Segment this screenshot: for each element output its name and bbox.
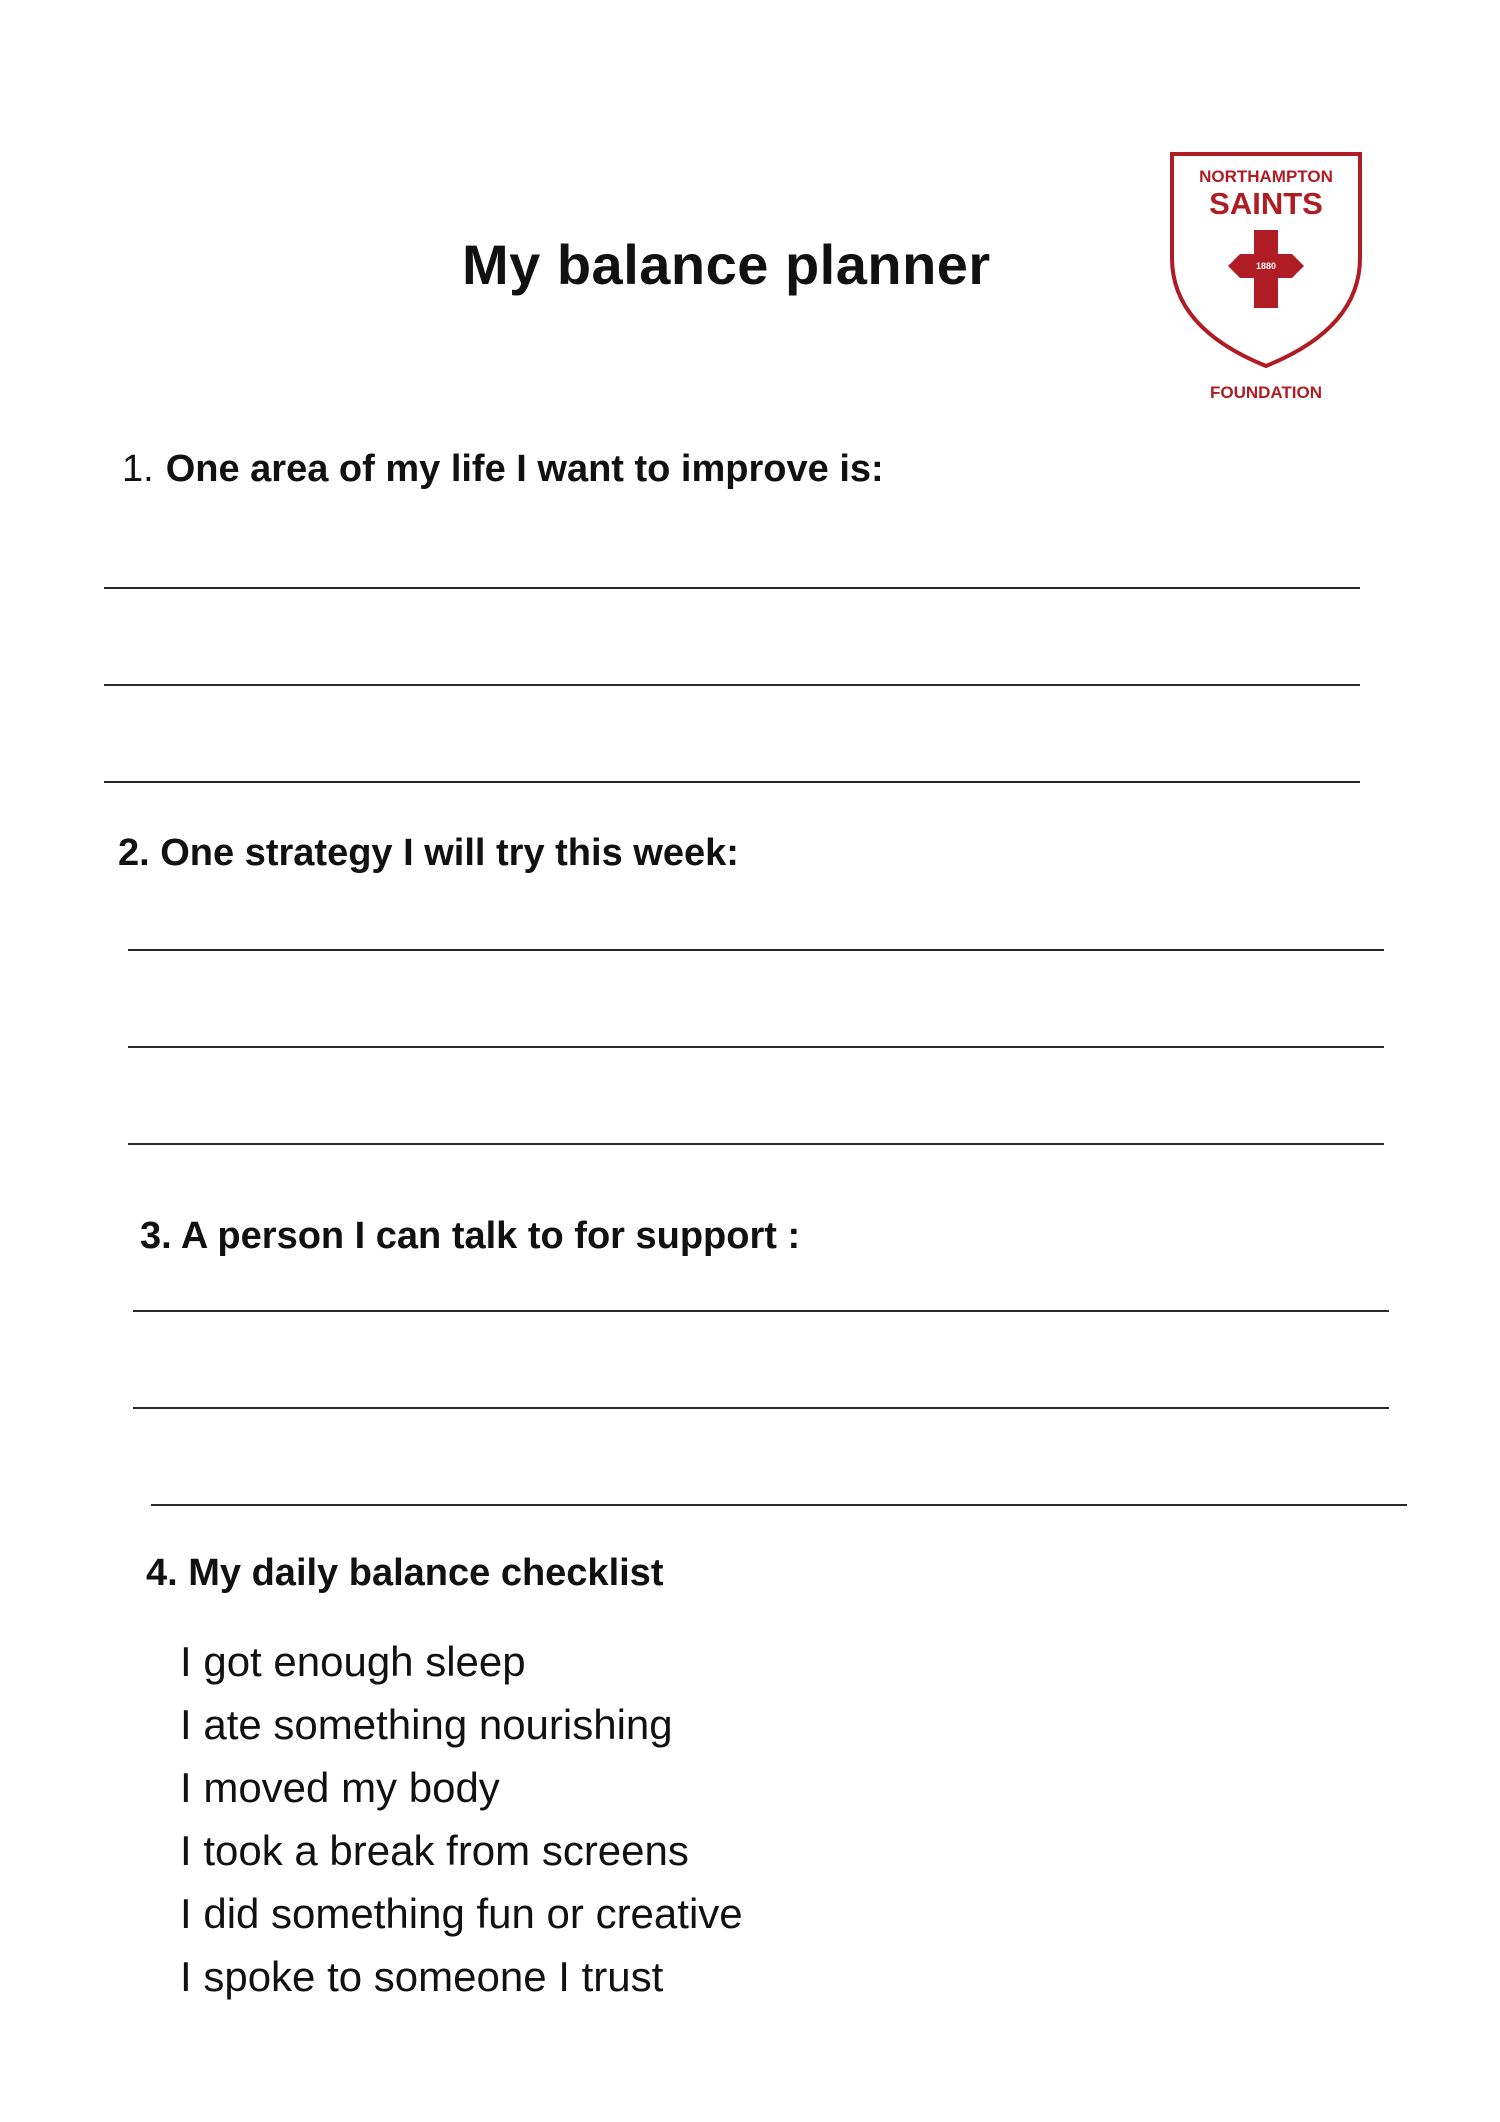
- checklist-item: I did something fun or creative: [180, 1890, 743, 1937]
- logo-top-text: NORTHAMPTON: [1199, 167, 1333, 186]
- answer-line[interactable]: [133, 1310, 1389, 1312]
- checklist-item: I took a break from screens: [180, 1827, 689, 1874]
- section-1-text: One area of my life I want to improve is:: [165, 448, 884, 490]
- logo-year: 1880: [1255, 261, 1277, 271]
- checklist-item: I moved my body: [180, 1764, 500, 1811]
- daily-balance-checklist: [180, 1630, 743, 2008]
- answer-line[interactable]: [128, 1143, 1384, 1145]
- answer-line[interactable]: [151, 1504, 1407, 1506]
- answer-line[interactable]: [128, 949, 1384, 951]
- northampton-saints-foundation-logo: [1168, 148, 1364, 410]
- answer-line[interactable]: [104, 587, 1360, 589]
- answer-line[interactable]: [133, 1407, 1389, 1409]
- page-title: My balance planner: [462, 233, 991, 296]
- answer-line[interactable]: [128, 1046, 1384, 1048]
- section-1-number: 1.: [122, 448, 154, 490]
- answer-line[interactable]: [104, 781, 1360, 783]
- section-3-heading: 3. A person I can talk to for support :: [140, 1215, 801, 1257]
- checklist-item: I got enough sleep: [180, 1638, 526, 1685]
- section-2-heading: 2. One strategy I will try this week:: [118, 832, 739, 874]
- section-1-heading: [122, 448, 884, 491]
- checklist-item: I spoke to someone I trust: [180, 1953, 664, 2000]
- logo-main-text: SAINTS: [1209, 186, 1323, 221]
- checklist-item: I ate something nourishing: [180, 1701, 673, 1748]
- answer-line[interactable]: [104, 684, 1360, 686]
- logo-bottom-text: FOUNDATION: [1209, 383, 1323, 402]
- section-4-heading: 4. My daily balance checklist: [146, 1552, 664, 1594]
